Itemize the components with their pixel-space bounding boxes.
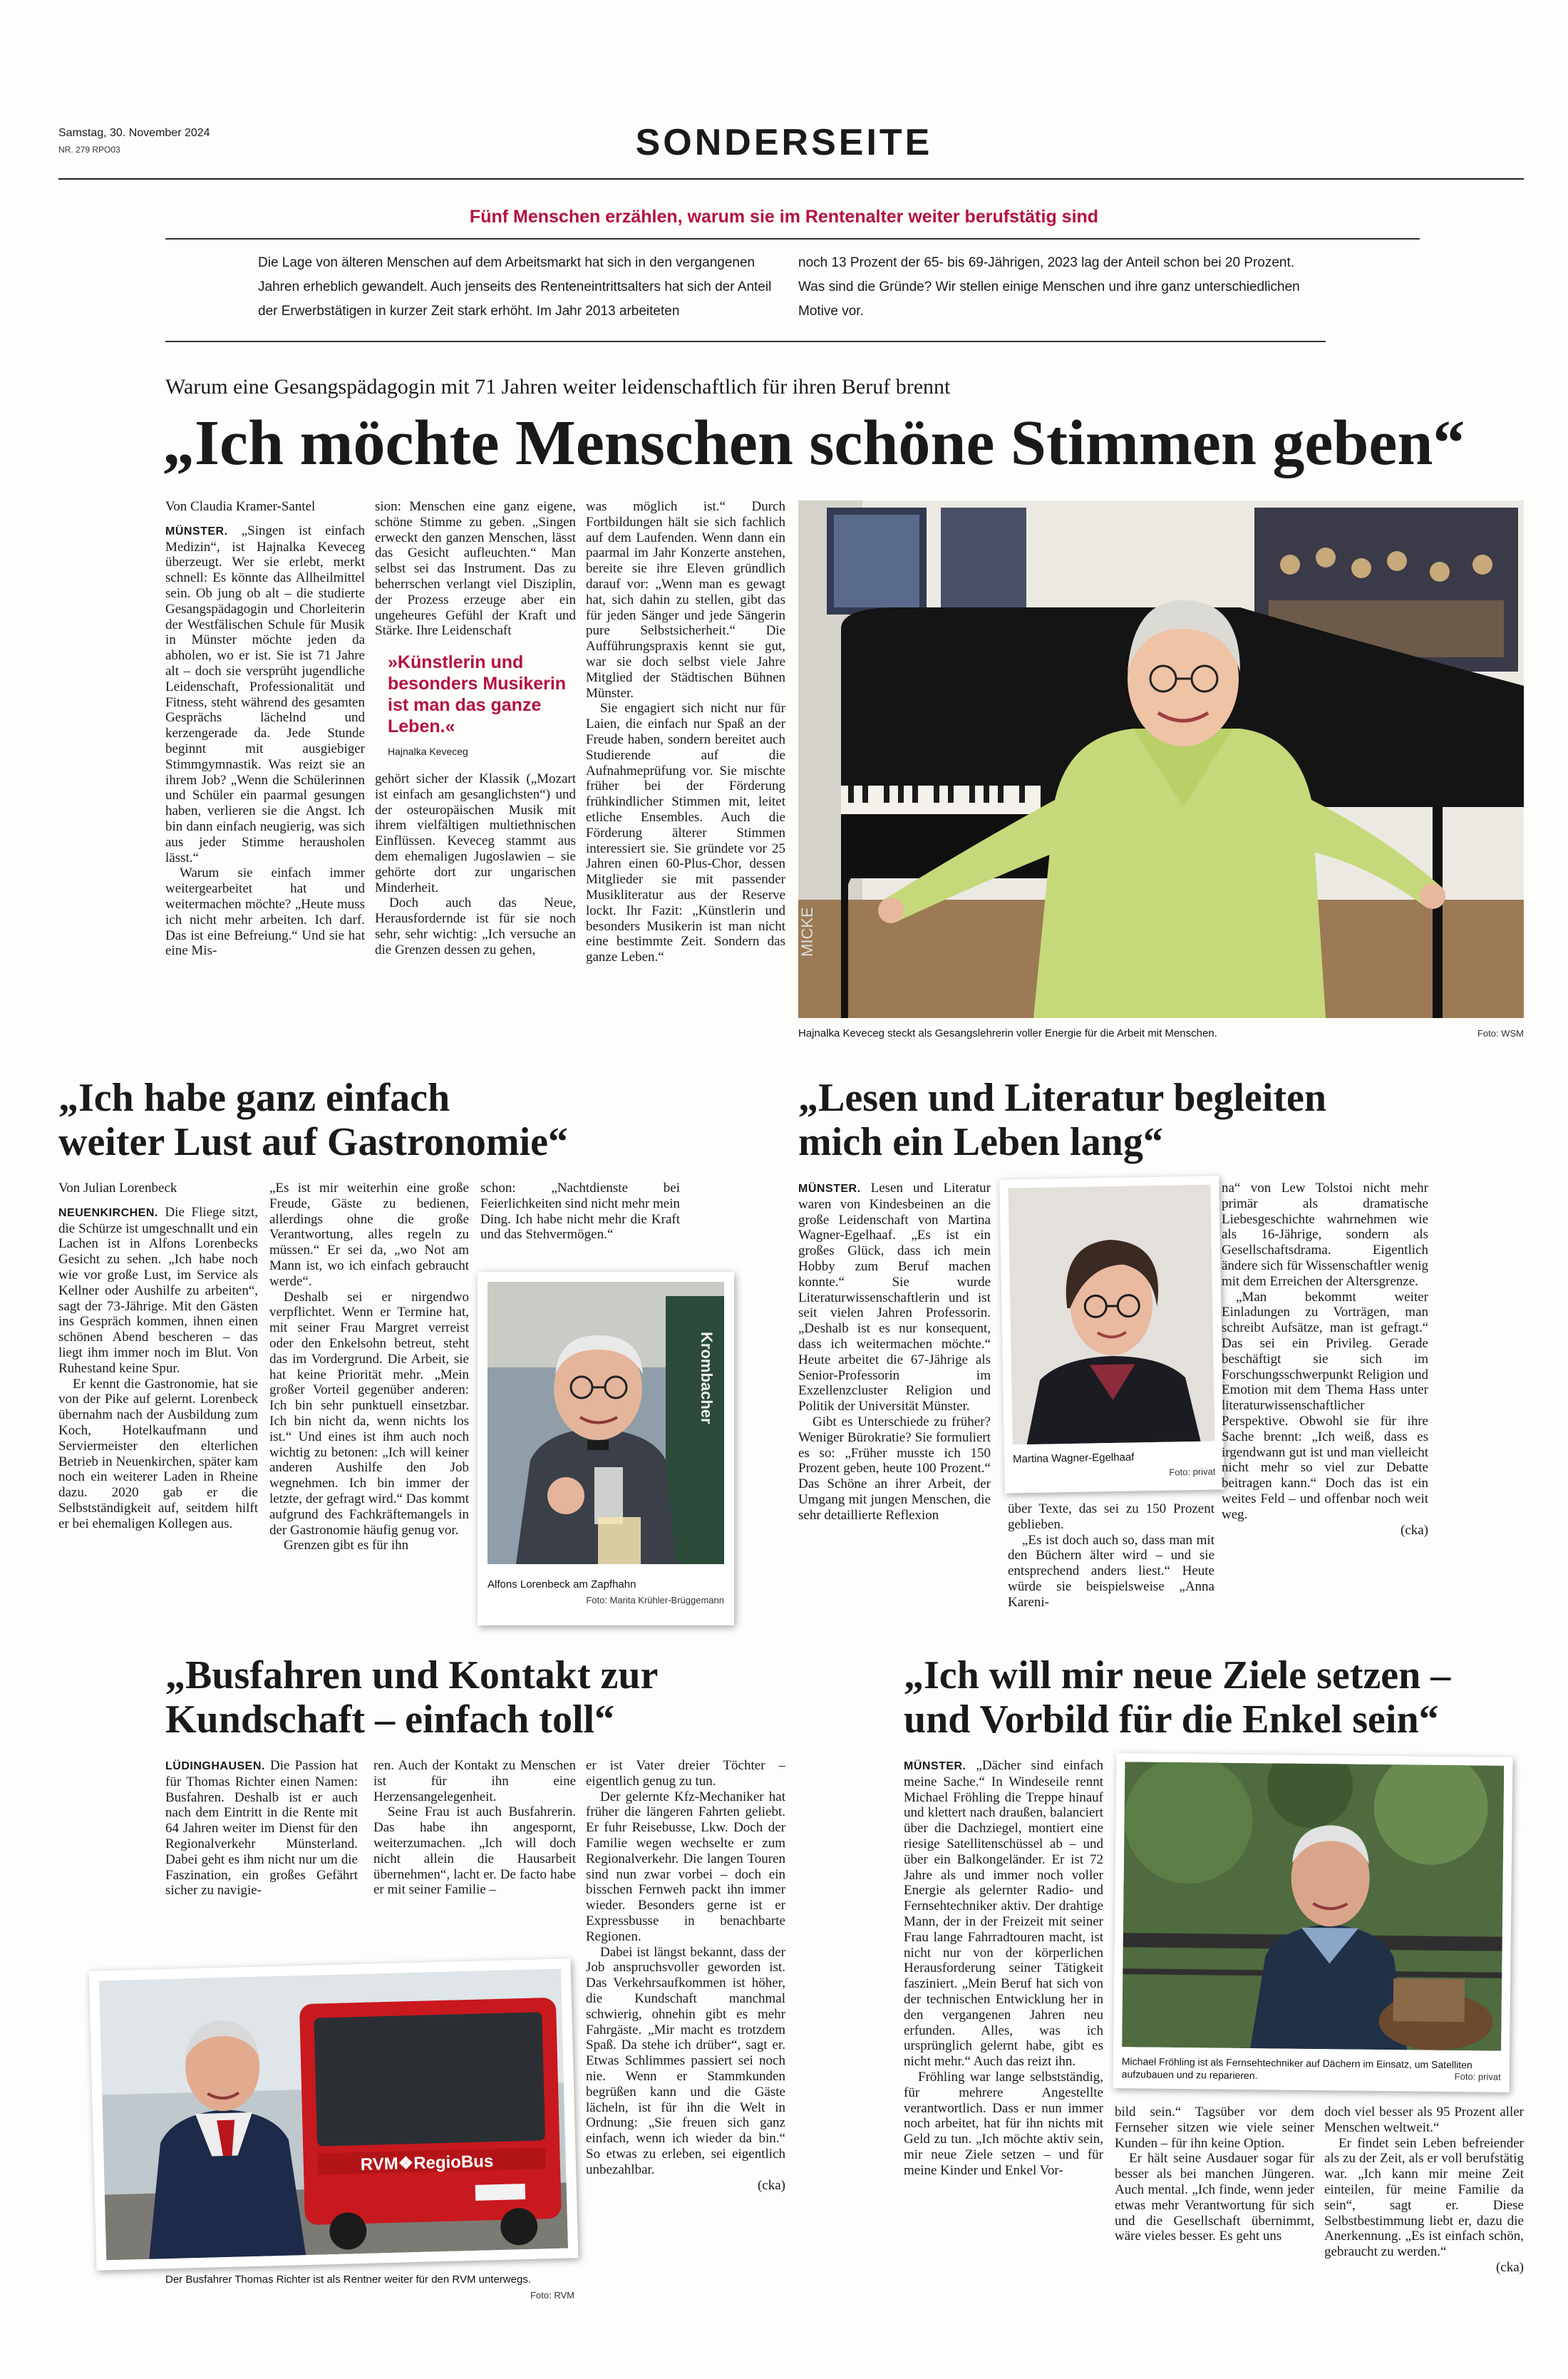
- article2-photo-frame: [478, 1272, 734, 1625]
- article4-headline-line2: Kundschaft – einfach toll“: [165, 1697, 615, 1742]
- article3-headline-line2: mich ein Leben lang“: [798, 1119, 1163, 1164]
- article4-headline: [165, 1654, 807, 1742]
- article4-text-2: ren. Auch der Kontakt zu Menschen ist für ihn eine Herzensangelegenheit.: [373, 1758, 576, 1804]
- bartender-image: [488, 1282, 724, 1564]
- article4-place: LÜDINGHAUSEN.: [165, 1760, 265, 1772]
- section-title: SONDERSEITE: [635, 122, 933, 163]
- article3-headline: [798, 1077, 1511, 1164]
- article5-text-2b: Er hält seine Ausdauer sogar für besser als bei manchen Jüngeren. Auch mental. „Ich finde, wenn jeder etwas mehr Verantwortung für sich und die Gesellschaft übernimmt, wäre vieles besser. Es geht uns: [1115, 2151, 1314, 2244]
- article3-signature: (cka): [1400, 1522, 1428, 1538]
- article3-column-3: [1222, 1181, 1428, 1637]
- intro-rule-top: [165, 238, 1420, 240]
- tv-technician-image: [1122, 1762, 1504, 2051]
- bus-brand-text: RVM❖RegioBus: [360, 2152, 494, 2175]
- article3-place: MÜNSTER.: [798, 1183, 861, 1195]
- article5-place: MÜNSTER.: [904, 1760, 966, 1772]
- article2-text-2b: Deshalb sei er nirgendwo verpflichtet. Wenn er Termine hat, mit seiner Frau Margret verreist oder den Enkelsohn betreut, steht das im Vordergrund. Die Arbeit, sie hat keine Priorität mehr. „Mein großer Vorteil gegenüber anderen: Ich bin sehr punktuell einsetzbar. Ich bin nicht da, wenn nichts los ist.“ Und eines ist ihm auch noch wichtig zu betonen: „Ich will keiner anderen Aushilfe den Job wegnehmen. Ich bin immer der letzte, der gefragt wird.“ Das kommt aufgrund des Fachkräftemangels in der Gastronomie häufig genug vor.: [269, 1289, 469, 1538]
- article1-text-1b: Warum sie einfach immer weitergearbeitet hat und weitermachen möchte? „Heute muss ich nicht mehr arbeiten. Ich darf. Das ist eine Befreiung.“ Und sie hat eine Mis-: [165, 865, 365, 959]
- article4-photo-frame: [89, 1958, 579, 2271]
- article2-column-3: [480, 1181, 680, 1266]
- article1-column-3: [586, 499, 785, 1041]
- article2-byline: Von Julian Lorenbeck: [58, 1181, 177, 1196]
- article3-text-3b: „Man bekommt weiter Einladungen zu Vorträgen, man schreibt Aufsätze, man ist gefragt.“ Das sei ein Privileg. Gerade beschäftigt sie sich im Forschungsschwerpunkt Religion und Emotion mit dem Thema Hass unter literaturwissenschaftlicher Perspektive. Obwohl sie für ihre Sache brennt: „Ich weiß, dass es irgendwann gut ist und man vielleicht nicht mehr so viel zur Debatte beitragen kann.“ Doch das ist ein weites Feld – und offenbar noch weit weg.: [1222, 1289, 1428, 1522]
- article5-text-1: „Dächer sind einfach meine Sache.“ In Windeseile rennt Michael Fröhling die Treppe hinauf und klettert nach draußen, balanciert über die Dachziegel, montiert eine riesige Satellitenschüssel ab – und über ein Balkongeländer. Er ist 72 Jahre als und immer noch voller Energie als gelernter Radio- und Fernsehtechniker aktiv. Der drahtige Mann, der in der Freizeit mit seiner Frau lange Fahrradtouren macht, ist nicht nur von der körperlichen Herausforderung seiner Tätigkeit fasziniert. „Mein Beruf hat sich von der technischen Entwicklung her in den vergangenen Jahren neu erfunden. Alles, was ich ursprünglich gelernt habe, gibt es nicht mehr.“ Auch das reizt ihn.: [904, 1758, 1103, 2070]
- article2-headline: [58, 1077, 757, 1164]
- article5-text-1b: Fröhling war lange selbstständig, für mehrere Angestellte verantwortlich. Dass er nun immer noch arbeitet, hat für ihn nichts mit Geld zu tun. „Ich möchte aktiv sein, mir neue Ziele setzen – und für meine Kinder und Enkel Vor-: [904, 2069, 1103, 2178]
- article1-column-1: [165, 499, 365, 1041]
- article4-column-1: [165, 1758, 358, 1972]
- article5-caption: Michael Fröhling ist als Fernsehtechniker auf Dächern im Einsatz, um Satelliten aufzubauen und zu reparieren.: [1121, 2055, 1472, 2082]
- article5-headline-line1: „Ich will mir neue Ziele setzen –: [904, 1653, 1451, 1697]
- pull-quote-text: »Künstlerin und besonders Musikerin ist man das ganze Leben.«: [388, 652, 567, 737]
- article5-column-1: [904, 1758, 1103, 2314]
- article3-text-1b: Gibt es Unterschiede zu früher? Weniger Bürokratie? Sie formuliert es so: „Früher musste ich 150 Prozent geben, heute 100 Prozent.“ Das Schöne an ihrer Arbeit, der Umgang mit jungen Menschen, die sehr detaillierte Reflexion: [798, 1414, 991, 1523]
- article2-headline-line1: „Ich habe ganz einfach: [58, 1076, 450, 1120]
- article4-column-2: [373, 1758, 576, 1972]
- article1-text-1: „Singen ist einfach Medizin“, ist Hajnalka Keveceg überzeugt. Wer sie erlebt, merkt schnell: Es könnte das Allheilmittel sein. Ob jung ob alt – die studierte Gesangspädagogin und Chorleiterin der Westfälischen Schule für Musik in Münster möchte jeden da abholen, wo er ist. Sie ist 71 Jahre alt – doch sie versprüht jugendliche Leidenschaft, Professionalität und Fitness, steht während des gesamten Gesprächs lächelnd und kerzengerade da. Jede Stunde beginnt mit ausgiebiger Stimmgymnastik. Was reizt sie an ihrem Job? „Wenn die Schülerinnen und Schüler ein paarmal gesungen haben, verlieren sie die Angst. Ich bin dann einfach neugierig, was sich aus jeder Stimme herausholen lässt.“: [165, 523, 365, 865]
- article1-credit: Foto: WSM: [1477, 1028, 1524, 1039]
- article5-headline-line2: und Vorbild für die Enkel sein“: [904, 1697, 1439, 1742]
- article3-text-2: über Texte, das sei zu 150 Prozent geblieben.: [1008, 1501, 1214, 1532]
- article4-headline-line1: „Busfahren und Kontakt zur: [165, 1653, 659, 1697]
- article2-column-1: [58, 1181, 258, 1630]
- article5-photo-frame: [1113, 1753, 1513, 2092]
- article2-text-1b: Er kennt die Gastronomie, hat sie von der Pike auf gelernt. Lorenbeck übernahm nach der Ausbildung zum Koch, Hotelkaufmann und Serviermeister den elterlichen Betrieb in Neuenkirchen, später kam noch ein weiterer Laden in Rheine dazu. 2020 gab er die Selbstständigkeit auf, seitdem hilft er bei ehemaligen Kollegen aus.: [58, 1376, 258, 1531]
- article1-text-3b: Sie engagiert sich nicht nur für Laien, die einfach nur Spaß an der Freude haben, sondern bereitet auch Studierende auf die Aufnahmeprüfung vor. Sie mischte früher bei der Förderung frühkindlicher Stimmen mit, leitet etliche Ensembles. Auch die Förderung älterer Stimmen interessiert sie. Sie gründete vor 25 Jahren einen 60-Plus-Chor, dessen Mitglieder sie mit passender Musikliteratur aus der Reserve lockt. Ihr Fazit: „Künstlerin und besonders Musikerin ist man nicht eine bestimmte Zeit. Sondern das ganze Leben.“: [586, 701, 785, 965]
- article1-text-2a: sion: Menschen eine ganz eigene, schöne Stimme zu geben. „Singen erweckt den ganzen Menschen, lässt das Gesicht aufleuchten.“ Man selbst sei das Instrument. Das zu beherrschen verlangt viel Disziplin, der Prozess erzeuge aber ein ungeheures Gefühl der Kraft und Stärke. Ihre Leidenschaft: [375, 499, 576, 639]
- article5-column-2: [1115, 2105, 1314, 2311]
- article1-text-3: was möglich ist.“ Durch Fortbildungen hält sie sich fachlich auf dem Laufenden. Wenn dann ein paarmal im Jahr Konzerte anstehen, bereite sie ihre Eleven gründlich darauf vor: „Wenn man es gewagt hat, sich dahin zu stellen, gibt das für jeden Sänger und jede Sängerin pure Selbstsicherheit.“ Die Aufführungspraxis kennt sie gut, war sie doch selbst viele Jahre Mitglied der Städtischen Bühnen Münster.: [586, 499, 785, 701]
- intro-rule-bottom: [165, 341, 1326, 342]
- header-rule: [58, 178, 1524, 180]
- article5-credit: Foto: privat: [1454, 2071, 1501, 2082]
- article4-text-3: er ist Vater dreier Töchter – eigentlich genug zu tun.: [586, 1758, 785, 1789]
- article1-kicker: Warum eine Gesangspädagogin mit 71 Jahren weiter leidenschaftlich für ihren Beruf brennt: [165, 375, 951, 399]
- article1-photo: [798, 500, 1524, 1018]
- bus-driver-image: [99, 1969, 568, 2261]
- article3-credit: Foto: privat: [1169, 1466, 1216, 1478]
- article5-text-2: bild sein.“ Tagsüber vor dem Fernseher sitzen wie viele seiner Kunden – für ihn keine Option.: [1115, 2105, 1314, 2151]
- article3-headline-line1: „Lesen und Literatur begleiten: [798, 1076, 1326, 1120]
- article5-signature: (cka): [1495, 2259, 1524, 2275]
- piano-teacher-image: [798, 500, 1524, 1018]
- article4-signature: (cka): [757, 2177, 785, 2193]
- article1-byline: Von Claudia Kramer-Santel: [165, 499, 316, 514]
- article3-column-1: [798, 1181, 991, 1637]
- article3-text-3: na“ von Lew Tolstoi nicht mehr primär als dramatische Liebesgeschichte wahrnehmen wie als 16-Jährige, sondern als Gesellschaftsdrama. Eigentlich ändere sich für Wissenschaftler wenig mit dem Erreichen der Altersgrenze.: [1222, 1181, 1428, 1289]
- article4-text-3b: Der gelernte Kfz-Mechaniker hat früher die längeren Fahrten geliebt. Er fuhr Reisebusse, Lkw. Doch der Familie wegen wechselte er zum Regionalverkehr. Die langen Touren sind nun zwar vorbei – doch ein bisschen Fernweh packt ihn immer wieder. Besonders gerne ist er Expressbusse in benachbarte Regionen.: [586, 1789, 785, 1944]
- article1-column-2: [375, 499, 576, 1041]
- article2-text-1: Die Fliege sitzt, die Schürze ist umgeschnallt und ein Lachen ist in Alfons Lorenbecks Gesicht zu sehen. „Ich habe noch wie vor große Lust, im Service als Kellner oder Aushilfe zu arbeiten“, sagt der 73-Jährige. Mit den Gästen ins Gespräch kommen, ihnen einen schönen Abend bescheren – das liegt ihm immer noch im Blut. Von Ruhestand keine Spur.: [58, 1204, 258, 1376]
- article2-headline-line2: weiter Lust auf Gastronomie“: [58, 1119, 568, 1164]
- article1-caption: Hajnalka Keveceg steckt als Gesangslehrerin voller Energie für die Arbeit mit Menschen.: [798, 1027, 1217, 1039]
- issue-date: Samstag, 30. November 2024: [58, 127, 210, 139]
- article1-text-2b: gehört sicher der Klassik („Mozart ist einfach am gesanglichsten“) und der osteuropäischen Musik mit ihrem vielfältigen multiethnischen Einflüssen. Keveceg stammt aus dem ehemaligen Jugoslawien – sie gehörte dort zur ungarischen Minderheit.: [375, 771, 576, 895]
- article4-caption: Der Busfahrer Thomas Richter ist als Rentner weiter für den RVM unterwegs.: [165, 2273, 531, 2286]
- article5-text-3b: Er findet sein Leben befreiender als zu der Zeit, als er voll berufstätig war. „Ich kann mir meine Zeit einteilen, für meine Familie da sein“, sagt er. Diese Selbstbestimmung liebt er, dazu die Anerkennung. „Es ist einfach schön, gebraucht zu werden.“: [1324, 2135, 1524, 2260]
- article1-text-2c: Doch auch das Neue, Herausfordernde ist für sie noch sehr, sehr wichtig: „Ich versuche an die Grenzen dessen zu gehen,: [375, 895, 576, 957]
- article2-text-2c: Grenzen gibt es für ihn: [284, 1538, 409, 1553]
- article1-pull-quote: [388, 652, 576, 760]
- article2-place: NEUENKIRCHEN.: [58, 1206, 158, 1219]
- article4-text-2b: Seine Frau ist auch Busfahrerin. Das habe ihn angespornt, weiterzumachen. „Ich will doch nicht allein die Hausarbeit übernehmen“, lacht er. De facto habe er mit seiner Familie –: [373, 1804, 576, 1898]
- article3-text-2b: „Es ist doch auch so, dass man mit den Büchern älter wird – und sie entsprechend anders liest.“ Heute würde sie beispielsweise „Anna Kareni-: [1008, 1532, 1214, 1610]
- article3-photo-frame: [999, 1176, 1224, 1493]
- article3-caption: Martina Wagner-Egelhaaf: [1012, 1451, 1135, 1466]
- article4-text-1: Die Passion hat für Thomas Richter einen Namen: Busfahren. Deshalb ist er auch nach dem Eintritt in die Rente mit 64 Jahren weiter im Dienst für den Regionalverkehr Münsterland. Dabei geht es ihm nicht nur um die Faszination, ein großes Gefährt sicher zu navigie-: [165, 1758, 358, 1898]
- piano-brand-text: MICKE: [798, 907, 816, 957]
- intro-headline: Fünf Menschen erzählen, warum sie im Rentenalter weiter berufstätig sind: [469, 207, 1099, 227]
- article2-column-2: [269, 1181, 469, 1631]
- article5-headline: [904, 1654, 1545, 1742]
- article1-headline: „Ich möchte Menschen schöne Stimmen geben“: [163, 408, 1465, 478]
- article1-place: MÜNSTER.: [165, 525, 228, 538]
- article3-text-1: Lesen und Literatur waren von Kindesbeinen an die große Leidenschaft von Martina Wagner-Egelhaaf. „Es ist ein großes Glück, dass ich mein Hobby zum Beruf machen konnte.“ Sie wurde Literaturwissenschaftlerin und ist seit vielen Jahren Professorin. „Deshalb ist es nur konsequent, dass ich weitermachen möchte.“ Heute arbeitet die 67-Jährige als Senior-Professorin im Exzellenzcluster Religion und Politik der Universität Münster.: [798, 1181, 991, 1414]
- article5-text-3: doch viel besser als 95 Prozent aller Menschen weltweit.“: [1324, 2105, 1524, 2135]
- article2-caption: Alfons Lorenbeck am Zapfhahn: [488, 1578, 636, 1591]
- article4-column-3: [586, 1758, 785, 2314]
- portrait-professor-image: [1008, 1185, 1214, 1445]
- article4-text-3c: Dabei ist längst bekannt, dass der Job anspruchsvoller geworden ist. Das Verkehrsaufkommen ist höher, die Kundschaft manchmal schwierig, ohnehin gibt es mehr Fahrgäste. „Mir macht es trotzdem Spaß. Da stehe ich drüber“, sagt er. Etwas Schlimmes passiert sei noch nie. Wenn er Stammkunden begrüßen kann und die Gäste lächeln, ist für ihn die Welt in Ordnung: „Sie freuen sich ganz einfach, wenn ich wieder da bin.“ So etwas zu erleben, sei eigentlich unbezahlbar.: [586, 1944, 785, 2177]
- intro-text-right: noch 13 Prozent der 65- bis 69-Jährigen, 2023 lag der Anteil schon bei 20 Prozent. Was sind die Gründe? Wir stellen einige Menschen und ihre ganz unterschiedlichen Motive vor.: [798, 255, 1300, 319]
- article2-text-2: „Es ist mir weiterhin eine große Freude, Gäste zu bedienen, allerdings ohne die große Verantwortung, alles regeln zu müssen.“ Er sei da, „wo Not am Mann ist, wo ich einfach gebraucht werde“.: [269, 1181, 469, 1289]
- pull-quote-author: Hajnalka Keveceg: [388, 746, 468, 758]
- article2-text-3: schon: „Nachtdienste bei Feierlichkeiten sind nicht mehr mein Ding. Ich habe nicht mehr die Kraft und das Stehvermögen.“: [480, 1181, 680, 1243]
- issue-number: NR. 279 RPO03: [58, 145, 120, 155]
- intro-text-left: Die Lage von älteren Menschen auf dem Arbeitsmarkt hat sich in den vergangenen Jahren erheblich gewandelt. Auch jenseits des Renteneintrittsalters hat sich der Anteil der Erwerbstätigen in kurzer Zeit stark erhöht. Im Jahr 2013 arbeiteten: [258, 255, 772, 319]
- article3-column-2: [1008, 1501, 1214, 1630]
- article2-credit: Foto: Marita Krühler-Brüggemann: [586, 1595, 724, 1605]
- article5-column-3: [1324, 2105, 1524, 2311]
- article4-credit: Foto: RVM: [530, 2290, 574, 2301]
- beer-brand-text: Krombacher: [698, 1332, 716, 1424]
